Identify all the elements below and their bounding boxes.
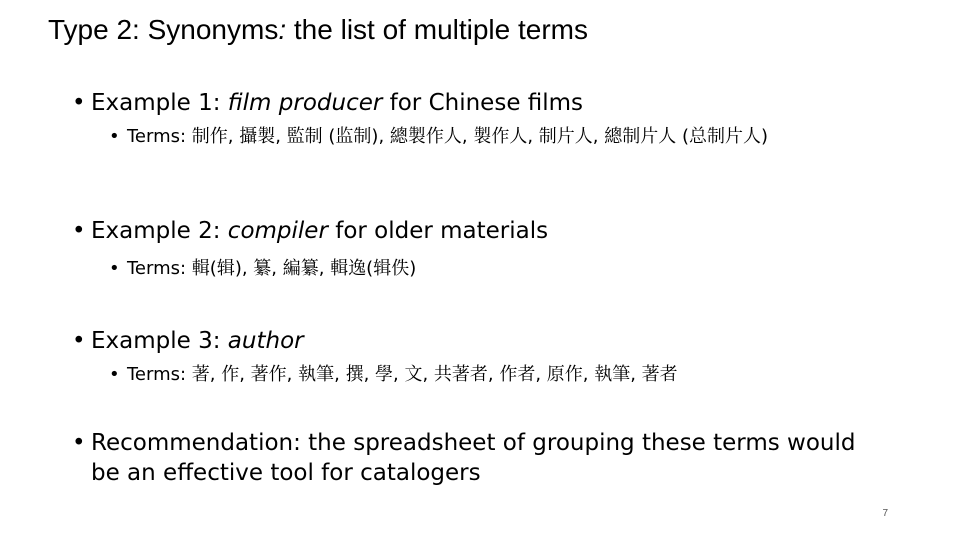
example-3-bullet — [72, 326, 881, 356]
recommendation-bullet — [72, 428, 881, 488]
bullet-dot-icon: • — [72, 90, 86, 116]
example-2-bullet — [72, 216, 881, 246]
bullet-dot-icon: • — [72, 328, 86, 354]
bullet-dot-icon: • — [72, 430, 86, 456]
example-1-terms-text: Terms: 制作, 攝製, 監制 (监制), 總製作人, 製作人, 制片人, 總制片人 (总制片人) — [127, 126, 768, 147]
example-2-suffix: for older materials — [327, 218, 549, 244]
example-2-term: compiler — [227, 218, 328, 244]
bullet-dot-icon: • — [109, 126, 120, 147]
bullet-dot-icon: • — [109, 364, 120, 385]
slide-title — [48, 14, 588, 46]
example-2-terms — [109, 256, 887, 282]
example-3-prefix: Example 3: — [91, 328, 228, 354]
example-3-term: author — [227, 328, 304, 354]
title-part-1: Type 2: Synonyms — [48, 14, 279, 45]
example-2-prefix: Example 2: — [91, 218, 228, 244]
bullet-dot-icon: • — [109, 258, 120, 279]
page-number: 7 — [882, 508, 888, 519]
example-1-suffix: for Chinese films — [382, 90, 584, 116]
title-part-2: the list of multiple terms — [293, 14, 589, 45]
title-colon: : — [278, 14, 294, 45]
example-1-terms — [109, 124, 887, 150]
example-3-terms-text: Terms: 著, 作, 著作, 執筆, 撰, 學, 文, 共著者, 作者, 原作, 執筆, 著者 — [127, 364, 678, 385]
example-1-prefix: Example 1: — [91, 90, 228, 116]
recommendation-text: Recommendation: the spreadsheet of grouping these terms would be an effective tool for catalogers — [91, 430, 856, 486]
example-1-bullet — [72, 88, 881, 118]
example-1-term: film producer — [227, 90, 383, 116]
bullet-dot-icon: • — [72, 218, 86, 244]
example-2-terms-text: Terms: 輯(辑), 纂, 編纂, 輯逸(辑佚) — [127, 258, 417, 279]
example-3-terms — [109, 362, 887, 388]
